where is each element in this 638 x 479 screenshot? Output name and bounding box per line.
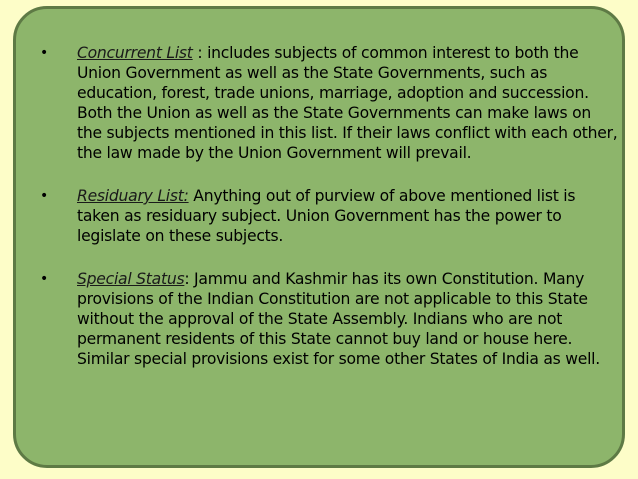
description-special-status: : Jammu and Kashmir has its own Constitution. Many provisions of the Indian Constitution are not applicable to this State without the approval of the State Assembly. Indians who are not permanent residents of this State cannot buy land or house here. Similar special provisions exist for some other States of India as well. xyxy=(77,270,600,368)
description-concurrent-list: : includes subjects of common interest to both the Union Government as well as the State Governments, such as education, forest, trade unions, marriage, adoption and succession. Both the Union as well as the State Governments can make laws on the subjects mentioned in this list. If their laws conflict with each other, the law made by the Union Government will prevail. xyxy=(77,44,618,162)
slide-panel xyxy=(13,6,625,468)
bullet-icon: • xyxy=(40,271,49,287)
term-residuary-list: Residuary List: xyxy=(77,187,189,205)
term-special-status: Special Status xyxy=(77,270,185,288)
description-residuary-list: Anything out of purview of above mentioned list is taken as residuary subject. Union Government has the power to legislate on these subjects. xyxy=(77,187,576,245)
list-item-concurrent xyxy=(40,43,618,163)
list-item-residuary xyxy=(40,186,618,246)
bullet-list xyxy=(40,43,618,369)
bullet-icon: • xyxy=(40,188,49,204)
term-concurrent-list: Concurrent List xyxy=(77,44,193,62)
list-item-special-status xyxy=(40,269,618,369)
bullet-icon: • xyxy=(40,45,49,61)
